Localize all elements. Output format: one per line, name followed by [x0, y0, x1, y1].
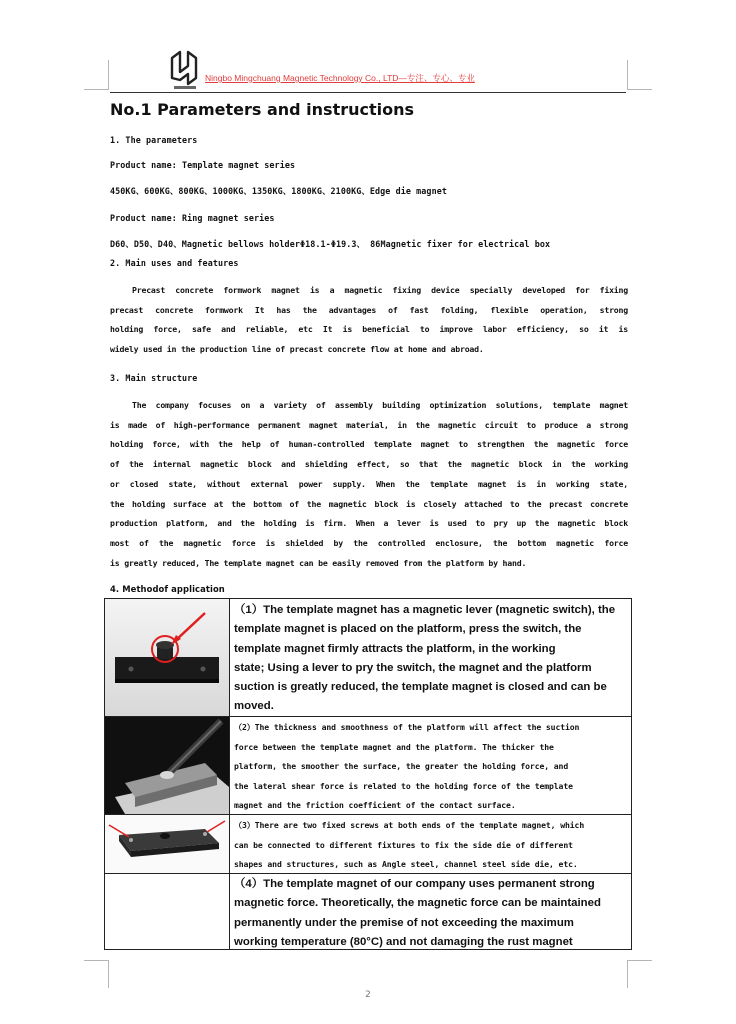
crop-mark: [108, 60, 109, 90]
paragraph-line: production platform, and the holding is firm. When a lever is used to pry up the magnetic block: [110, 518, 628, 529]
paragraph-line: precast concrete formwork It has the advantages of fast folding, flexible operation, strong: [110, 304, 628, 315]
paragraph-line: of the internal magnetic block and shielding effect, so that the magnetic block in the working: [110, 459, 628, 470]
table-row-text: [234, 816, 626, 875]
section-2-heading: 2. Main uses and features: [110, 258, 239, 268]
crop-mark: [627, 960, 628, 988]
table-line: moved.: [234, 700, 274, 713]
lever-prying-magnet-photo: [105, 717, 229, 814]
paragraph-line: is greatly reduced, The template magnet can be easily removed from the platform by hand.: [110, 557, 527, 568]
table-line: template magnet firmly attracts the platform, in the working: [234, 642, 556, 655]
table-line: （1）The template magnet has a magnetic lever (magnetic switch), the: [234, 604, 616, 616]
section-3-heading: 3. Main structure: [110, 373, 198, 383]
paragraph-line: or closed state, without external power supply. When the template magnet is in working state,: [110, 478, 628, 489]
page-title: No.1 Parameters and instructions: [110, 100, 415, 119]
crop-mark: [627, 960, 652, 961]
crop-mark: [627, 89, 652, 90]
paragraph-line: The company focuses on a variety of assembly building optimization solutions, template magnet: [132, 400, 628, 410]
table-line: working temperature (80°C) and not damaging the rust magnet: [234, 935, 573, 948]
page-number: 2: [365, 990, 371, 1000]
company-logo-icon: [168, 48, 202, 92]
section-2-body: [110, 281, 628, 360]
product-name-2: Product name: Ring magnet series: [110, 213, 275, 223]
table-row-text: [234, 601, 626, 717]
product-specs-2: D60、D50、D40、Magnetic bellows holderΦ18.1-Φ19.3、 86Magnetic fixer for electrical box: [110, 239, 551, 249]
table-line: suction is greatly reduced, the template magnet is closed and can be: [234, 681, 607, 694]
table-row-text: [234, 875, 626, 952]
table-line: the lateral shear force is related to the holding force of the template: [234, 780, 573, 791]
table-line: （3）There are two fixed screws at both ends of the template magnet, which: [234, 820, 585, 830]
paragraph-line: widely used in the production line of precast concrete flow at home and abroad.: [110, 344, 484, 355]
company-name: Ningbo Mingchuang Magnetic Technology Co., LTD—专注、专心、专业: [205, 73, 475, 83]
header-rule: [110, 92, 626, 93]
crop-mark: [627, 60, 628, 90]
table-line: magnet and the friction coefficient of the contact surface.: [234, 800, 516, 811]
paragraph-line: most of the magnetic force is shielded by the controlled enclosure, the bottom magnetic force: [110, 537, 628, 548]
table-divider: [229, 599, 230, 949]
crop-mark: [84, 89, 109, 90]
table-row-text: [234, 718, 626, 816]
table-line: shapes and structures, such as Angle steel, channel steel side die, etc.: [234, 859, 578, 870]
paragraph-line: holding force, safe and reliable, etc It is beneficial to improve labor efficiency, so it is: [110, 324, 628, 335]
table-line: （2）The thickness and smoothness of the platform will affect the suction: [234, 722, 580, 732]
table-line: permanently under the premise of not exceeding the maximum: [234, 916, 574, 929]
product-specs-1: 450KG、600KG、800KG、1000KG、1350KG、1800KG、2100KG、Edge die magnet: [110, 186, 448, 196]
paragraph-line: holding force, with the help of human-controlled template magnet to strengthen the magnetic force: [110, 439, 628, 450]
table-line: can be connected to different fixtures to fix the side die of different: [234, 839, 573, 850]
table-line: （4）The template magnet of our company uses permanent strong: [234, 878, 595, 890]
table-line: force between the template magnet and the platform. The thicker the: [234, 741, 554, 752]
magnet-fixed-screws-photo: [105, 815, 229, 873]
paragraph-line: Precast concrete formwork magnet is a magnetic fixing device specially developed for fixing: [132, 285, 628, 295]
crop-mark: [84, 960, 109, 961]
section-1-heading: 1. The parameters: [110, 135, 198, 145]
magnet-on-platform-photo: [105, 599, 229, 716]
table-line: platform, the smoother the surface, the greater the holding force, and: [234, 761, 569, 772]
application-table: [104, 598, 632, 950]
crop-mark: [108, 960, 109, 988]
product-name-1: Product name: Template magnet series: [110, 160, 296, 170]
table-line: template magnet is placed on the platform, press the switch, the: [234, 623, 582, 636]
table-line: magnetic force. Theoretically, the magnetic force can be maintained: [234, 897, 601, 910]
section-3-body: [110, 396, 628, 573]
paragraph-line: the holding surface at the bottom of the magnetic block is closely attached to the precast concrete: [110, 498, 628, 509]
table-line: state; Using a lever to pry the switch, the magnet and the platform: [234, 661, 592, 674]
section-4-heading: 4. Methodof application: [110, 584, 225, 594]
paragraph-line: is made of high-performance permanent magnet material, in the magnetic circuit to produce a strong: [110, 419, 628, 430]
